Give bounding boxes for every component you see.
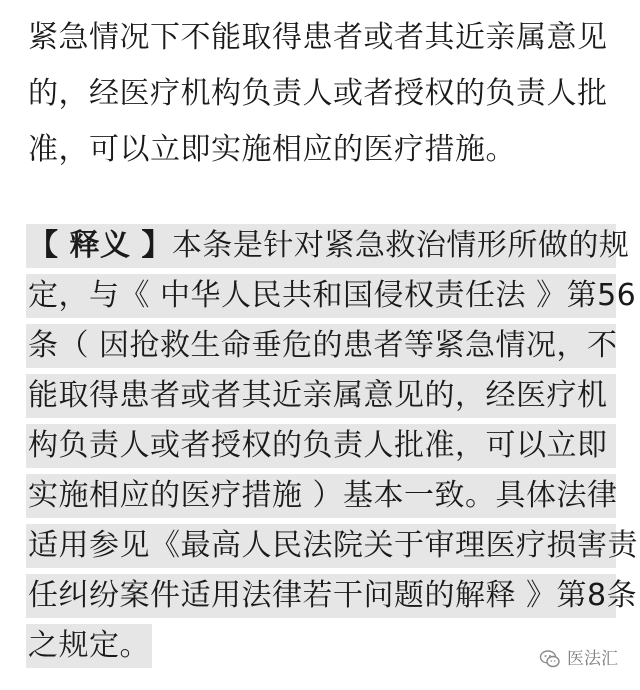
text-line: 任纠纷案件适用法律若干问题的解释 》第8条 — [28, 578, 638, 613]
text-line: 能取得患者或者其近亲属意见的，经医疗机 — [28, 378, 608, 413]
explanation-label: 【 释义 】 — [28, 228, 172, 263]
watermark-text: 医法汇 — [567, 649, 618, 669]
wechat-icon — [539, 648, 561, 670]
text-line: 适用参见《最高人民法院关于审理医疗损害责 — [28, 528, 638, 563]
text-line: 实施相应的医疗措施 ）基本一致。具体法律 — [28, 478, 618, 513]
text-line: 构负责人或者授权的负责人批准，可以立即 — [28, 428, 608, 463]
text-line: 的，经医疗机构负责人或者授权的负责人批 — [28, 76, 608, 111]
watermark — [539, 646, 618, 672]
text-line: 定，与《 中华人民共和国侵权责任法 》第56 — [28, 278, 637, 313]
text-line: 紧急情况下不能取得患者或者其近亲属意见 — [28, 20, 608, 55]
paragraph-2 — [0, 210, 640, 670]
text-line — [28, 224, 629, 268]
text-line: 之规定。 — [28, 628, 150, 663]
text-line: 准，可以立即实施相应的医疗措施。 — [28, 132, 516, 167]
text-line-content: 本条是针对紧急救治情形所做的规 — [171, 228, 630, 263]
text-line: 条（ 因抢救生命垂危的患者等紧急情况，不 — [28, 328, 618, 363]
paragraph-1 — [0, 0, 640, 170]
